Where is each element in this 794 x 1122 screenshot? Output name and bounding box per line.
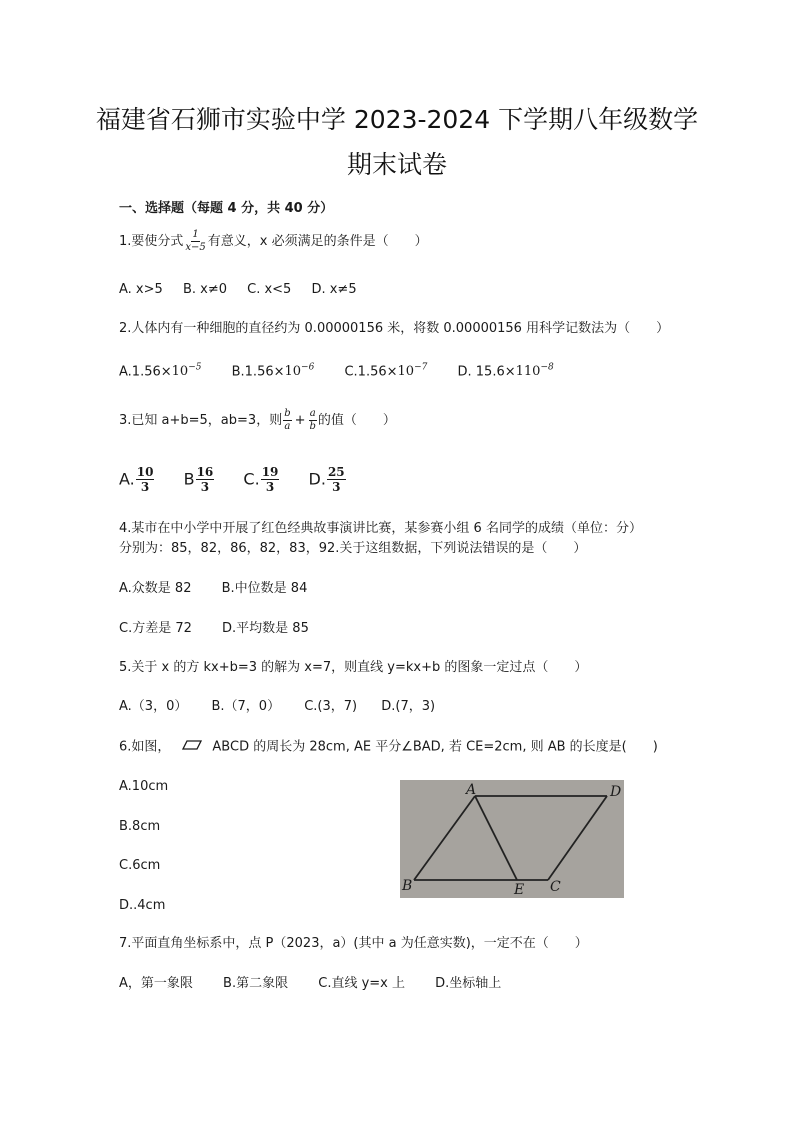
question-2-options — [119, 359, 554, 381]
q3-option-c: C. $\frac{19}{3}$ — [243, 465, 279, 494]
question-7-options — [119, 975, 501, 993]
vertex-label-d: D — [610, 784, 622, 800]
q3-stem-a: 3.已知 a+b=5，ab=3，则 — [119, 413, 283, 428]
title-line-1: 福建省石狮市实验中学 2023-2024 下学期八年级数学 — [95, 105, 699, 134]
question-4-stem-line-1: 4.某市在中小学中开展了红色经典故事演讲比赛，某参赛小组 6 名同学的成绩（单位：分） — [119, 521, 642, 536]
question-5-stem: 5.关于 x 的方 kx+b=3 的解为 x=7，则直线 y=kx+b 的图象一定过点（ ） — [119, 660, 588, 675]
q2-option-b: $B.1.56\times 10^{-6}$ — [231, 363, 315, 380]
q1-frac-den: x−5 — [185, 242, 206, 253]
q3-option-d: D. $\frac{25}{3}$ — [308, 465, 345, 494]
q6-option-d: D..4cm — [119, 898, 166, 913]
q5-option-d: D.(7，3) — [381, 699, 436, 714]
question-1-stem — [119, 230, 428, 253]
q3-fraction-a-over-b: $\frac{a}{b}$ — [309, 408, 316, 432]
q1-fraction — [184, 230, 206, 253]
title-line-2: 期末试卷 — [346, 150, 447, 179]
q7-option-c: C.直线 y=x 上 — [318, 976, 406, 991]
q1-stem-a: 1.要使分式 — [119, 234, 184, 249]
q4-option-d: D.平均数是 85 — [222, 621, 309, 636]
question-4-stem-line-2: 分别为：85，82，86，82，83，92.关于这组数据，下列说法错误的是（ ） — [119, 541, 587, 556]
question-4-options-row-1 — [119, 580, 307, 598]
section-heading: 一、选择题（每题 4 分，共 40 分） — [119, 201, 334, 216]
question-2-stem: 2.人体内有一种细胞的直径约为 0.00000156 米，将数 0.00000156 用科学记数法为（ ） — [119, 321, 670, 336]
q1-option-b: B. x≠0 — [182, 282, 227, 297]
question-3-options — [119, 462, 371, 498]
q3-stem-b: 的值（ ） — [317, 413, 396, 428]
parallelogram-icon — [182, 738, 202, 756]
q3-option-b: B $\frac{16}{3}$ — [183, 465, 214, 494]
parallelogram-figure — [400, 780, 624, 898]
vertex-label-b: B — [402, 878, 413, 894]
q6-stem-a: 6.如图， — [119, 739, 171, 755]
vertex-label-e: E — [514, 882, 525, 898]
q5-option-b: B.（7，0） — [211, 699, 281, 714]
q1-frac-num: 1 — [192, 229, 199, 240]
q4-option-c: C.方差是 72 — [119, 621, 192, 636]
q2-option-a: $A.1.56\times 10^{-5}$ — [119, 363, 202, 380]
q6-option-a: A.10cm — [119, 779, 169, 794]
q1-stem-b: 有意义，x 必须满足的条件是（ ） — [207, 234, 428, 249]
q7-option-d: D.坐标轴上 — [435, 976, 502, 991]
q2-option-c: $C.1.56\times 10^{-7}$ — [344, 363, 428, 380]
q7-option-b: B.第二象限 — [223, 976, 289, 991]
vertex-label-c: C — [550, 879, 561, 895]
q4-option-b: B.中位数是 84 — [221, 581, 308, 596]
q4-option-a: A.众数是 82 — [119, 581, 192, 596]
q3-option-a: A. $\frac{10}{3}$ — [119, 465, 154, 494]
question-1-options — [119, 281, 357, 299]
q6-option-b: B.8cm — [119, 819, 161, 834]
q2-option-d: D. $15.6\times 110^{-8}$ — [457, 363, 554, 380]
q6-stem-b: ABCD 的周长为 28cm, AE 平分∠BAD, 若 CE=2cm, 则 AB 的长度是( ) — [212, 739, 658, 755]
question-3-stem — [119, 409, 396, 432]
q7-option-a: A，第一象限 — [119, 976, 193, 991]
question-5-options — [119, 698, 435, 716]
question-6-stem — [119, 738, 658, 757]
q5-option-c: C.(3，7) — [304, 699, 358, 714]
q3-fraction-b-over-a: $\frac{b}{a}$ — [284, 408, 291, 432]
q5-option-a: A.（3，0） — [119, 699, 188, 714]
q1-option-a: A. x>5 — [119, 282, 163, 297]
vertex-label-a: A — [466, 782, 477, 798]
q1-option-c: C. x<5 — [247, 282, 292, 297]
q6-option-c: C.6cm — [119, 858, 161, 873]
q1-option-d: D. x≠5 — [311, 282, 357, 297]
question-4-options-row-2 — [119, 620, 309, 638]
question-7-stem: 7.平面直角坐标系中，点 P（2023，a）(其中 a 为任意实数)，一定不在（ ） — [119, 936, 588, 951]
q3-plus: + — [294, 413, 306, 428]
